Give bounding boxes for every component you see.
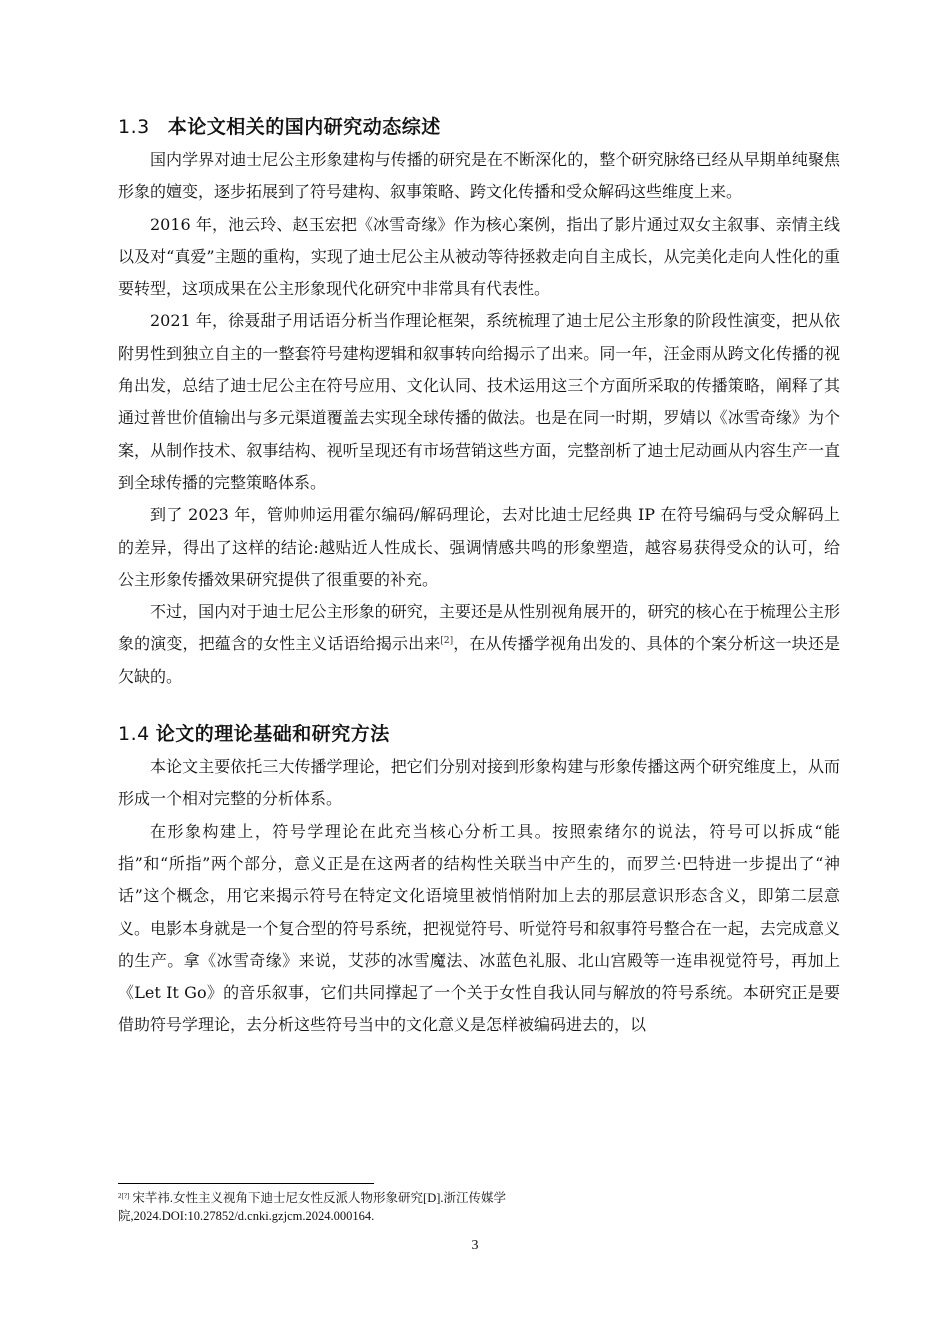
paragraph <box>118 596 840 693</box>
paragraph: 到了 2023 年，管帅帅运用霍尔编码/解码理论，去对比迪士尼经典 IP 在符号编码与受众解码上的差异，得出了这样的结论:越贴近人性成长、强调情感共鸣的形象塑造，越容易获得受众的认可，给公主形象传播效果研究提供了很重要的补充。 <box>118 505 840 589</box>
section-number: 1.4 <box>118 723 150 746</box>
section-number: 1.3 <box>118 116 150 138</box>
paragraph: 国内学界对迪士尼公主形象建构与传播的研究是在不断深化的，整个研究脉络已经从早期单纯聚焦形象的嬗变，逐步拓展到了符号建构、叙事策略、跨文化传播和受众解码这些维度上来。 <box>118 150 840 202</box>
paragraph: 2021 年，徐聂甜子用话语分析当作理论框架，系统梳理了迪士尼公主形象的阶段性演变，把从依附男性到独立自主的一整套符号建构逻辑和叙事转向给揭示了出来。同一年，汪金雨从跨文化传播的视角出发，总结了迪士尼公主在符号应用、文化认同、技术运用这三个方面所采取的传播策略，阐释了其通过普世价值输出与多元渠道覆盖去实现全球传播的做法。也是在同一时期，罗婧以《冰雪奇缘》为个案，从制作技术、叙事结构、视听呈现还有市场营销这些方面，完整剖析了迪士尼动画从内容生产一直到全球传播的完整策略体系。 <box>118 311 840 492</box>
paragraph: 2016 年，池云玲、赵玉宏把《冰雪奇缘》作为核心案例，指出了影片通过双女主叙事、亲情主线以及对“真爱”主题的重构，实现了迪士尼公主从被动等待拯救走向自主成长，从完美化走向人性化的重要转型，这项成果在公主形象现代化研究中非常具有代表性。 <box>118 214 840 299</box>
footnote-text: 宋芊祎.女性主义视角下迪士尼女性反派人物形象研究[D].浙江传媒学院,2024.DOI:10.27852/d.cnki.gzjcm.2024.000164. <box>118 1191 507 1223</box>
footnote-marker: 2[?] <box>118 1192 130 1200</box>
paragraph-text: ，在从传播学视角出发的、具体的个案分析这一块还是欠缺的。 <box>118 634 840 686</box>
section-title: 论文的理论基础和研究方法 <box>155 723 390 746</box>
footnote-divider <box>118 1183 374 1184</box>
paragraph: 在形象构建上，符号学理论在此充当核心分析工具。按照索绪尔的说法，符号可以拆成“能指”和“所指”两个部分，意义正是在这两者的结构性关联当中产生的，而罗兰·巴特进一步提出了“神话”这个概念，用它来揭示符号在特定文化语境里被悄悄附加上去的那层意识形态含义，即第二层意义。电影本身就是一个复合型的符号系统，把视觉符号、听觉符号和叙事符号整合在一起，去完成意义的生产。拿《冰雪奇缘》来说，艾莎的冰雪魔法、冰蓝色礼服、北山宫殿等一连串视觉符号，再加上《Let It Go》的音乐叙事，它们共同撑起了一个关于女性自我认同与解放的符号系统。本研究正是要借助符号学理论，去分析这些符号当中的文化意义是怎样被编码进去的，以 <box>118 821 840 1035</box>
paragraph-text: 不过，国内对于迪士尼公主形象的研究，主要还是从性别视角展开的，研究的核心在于梳理公主形象的演变，把蕴含的女性主义话语给揭示出来 <box>118 602 840 654</box>
section-title: 本论文相关的国内研究动态综述 <box>167 116 441 138</box>
footnote <box>118 1189 718 1225</box>
section-heading-1-3 <box>118 110 840 144</box>
page-content <box>118 110 840 1042</box>
citation-reference[interactable]: [2] <box>440 636 454 647</box>
paragraph: 本论文主要依托三大传播学理论，把它们分别对接到形象构建与形象传播这两个研究维度上，从而形成一个相对完整的分析体系。 <box>118 757 840 809</box>
section-heading-1-4 <box>118 717 840 751</box>
page-number: 3 <box>471 1238 479 1253</box>
